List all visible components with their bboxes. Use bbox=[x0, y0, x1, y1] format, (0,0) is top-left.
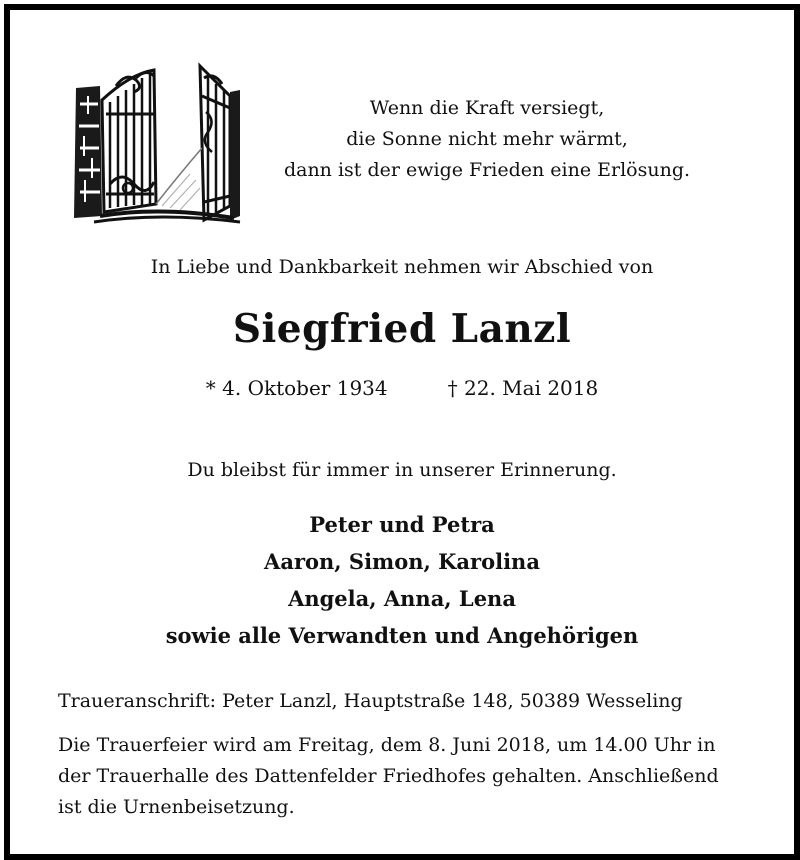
service-line: der Trauerhalle des Dattenfelder Friedhofes gehalten. Anschließend bbox=[58, 765, 719, 787]
poem bbox=[272, 93, 702, 186]
deceased-name: Siegfried Lanzl bbox=[232, 306, 572, 352]
mourner-line: Aaron, Simon, Karolina bbox=[264, 549, 540, 574]
poem-line: Wenn die Kraft versiegt, bbox=[369, 97, 605, 119]
mourner-line: Peter und Petra bbox=[309, 512, 495, 537]
mourners-list bbox=[10, 506, 794, 654]
remembrance-line: Du bleibst für immer in unserer Erinnerung. bbox=[187, 459, 617, 481]
mourning-address: Traueranschrift: Peter Lanzl, Hauptstraße 148, 50389 Wesseling bbox=[58, 690, 683, 712]
mourner-line: sowie alle Verwandten und Angehörigen bbox=[165, 623, 639, 648]
funeral-service-info bbox=[58, 730, 758, 823]
mourner-line: Angela, Anna, Lena bbox=[288, 586, 516, 611]
life-dates bbox=[10, 376, 794, 400]
death-date: † 22. Mai 2018 bbox=[447, 376, 599, 400]
birth-date: * 4. Oktober 1934 bbox=[205, 376, 388, 400]
service-line: Die Trauerfeier wird am Freitag, dem 8. Juni 2018, um 14.00 Uhr in bbox=[58, 734, 716, 756]
poem-line: die Sonne nicht mehr wärmt, bbox=[346, 128, 628, 150]
open-gate-icon bbox=[70, 56, 242, 224]
obituary-notice bbox=[4, 4, 800, 860]
service-line: ist die Urnenbeisetzung. bbox=[58, 796, 295, 818]
poem-line: dann ist der ewige Frieden eine Erlösung. bbox=[283, 159, 691, 181]
farewell-intro: In Liebe und Dankbarkeit nehmen wir Abschied von bbox=[150, 256, 654, 278]
